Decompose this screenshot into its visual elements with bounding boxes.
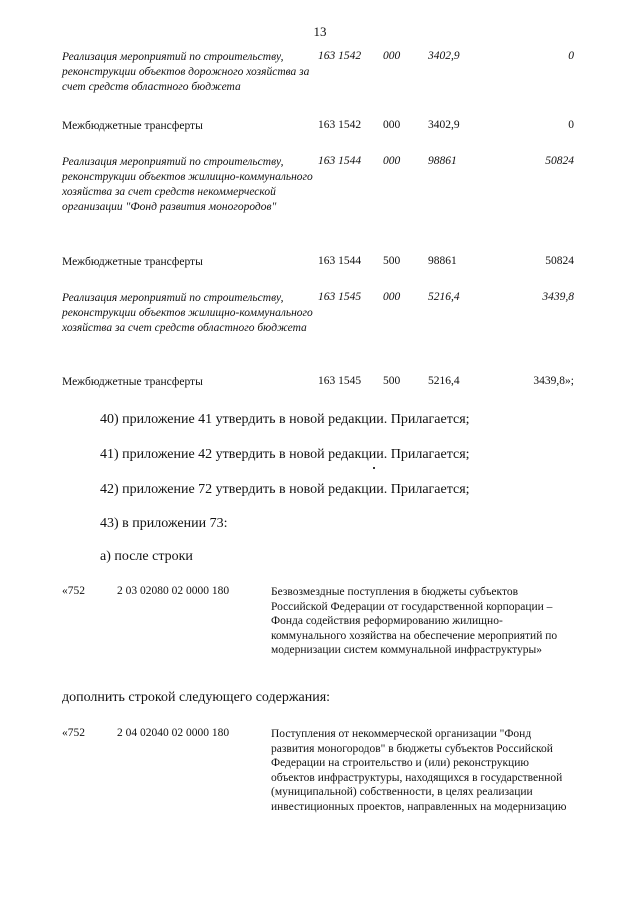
row-name: Реализация мероприятий по строительству, реконструкции объектов жилищно-коммунального хозяйства за счет средств некоммерческой организации "Фонд развития моногородов" — [62, 156, 313, 213]
revenue-code: 2 03 02080 02 0000 180 — [117, 585, 230, 597]
stray-dot — [373, 467, 375, 469]
paragraph-43: 43) в приложении 73: — [100, 516, 228, 531]
row-name: Реализация мероприятий по строительству, реконструкции объектов дорожного хозяйства за счет средств областного бюджета — [62, 51, 310, 93]
row-vid: 000 — [383, 155, 401, 167]
paragraph-41: 41) приложение 42 утвердить в новой редакции. Прилагается; — [100, 447, 470, 462]
row-value-2: 3439,8»; — [533, 375, 574, 387]
row-value-2: 3439,8 — [542, 291, 574, 303]
row-code: 163 1545 — [318, 375, 362, 387]
row-value-1: 5216,4 — [428, 375, 460, 387]
row-value-2: 0 — [568, 119, 574, 131]
row-name: Межбюджетные трансферты — [62, 256, 203, 268]
row-name: Межбюджетные трансферты — [62, 376, 203, 388]
row-vid: 000 — [383, 119, 401, 131]
row-value-1: 98861 — [428, 155, 457, 167]
row-value-2: 50824 — [545, 255, 574, 267]
row-code: 163 1542 — [318, 50, 362, 62]
page-number: 13 — [313, 24, 327, 39]
row-value-1: 5216,4 — [428, 291, 460, 303]
row-name: Реализация мероприятий по строительству, реконструкции объектов жилищно-коммунального хозяйства за счет средств областного бюджета — [62, 292, 313, 334]
row-name: Межбюджетные трансферты — [62, 120, 203, 132]
row-value-2: 0 — [568, 50, 574, 62]
row-value-2: 50824 — [545, 155, 574, 167]
row-value-1: 3402,9 — [428, 119, 460, 131]
revenue-description: Безвозмездные поступления в бюджеты субъектов Российской Федерации от государственной корпорации – Фонда содействия реформированию жилищно-коммунального хозяйства на обеспечение мероприятий по модернизации систем коммунальной инфраструктуры» — [271, 586, 558, 656]
revenue-code: 2 04 02040 02 0000 180 — [117, 727, 230, 739]
paragraph-a: а) после строки — [100, 549, 193, 564]
row-value-1: 98861 — [428, 255, 457, 267]
supplement-paragraph: дополнить строкой следующего содержания: — [62, 690, 331, 705]
row-code: 163 1544 — [318, 255, 362, 267]
row-vid: 000 — [383, 50, 401, 62]
admin-code: «752 — [62, 585, 85, 597]
row-vid: 000 — [383, 291, 401, 303]
row-vid: 500 — [383, 255, 401, 267]
revenue-description: Поступления от некоммерческой организации "Фонд развития моногородов" в бюджеты субъектов Российской Федерации на строительство и (или) реконструкцию объектов инфраструктуры, находящихся в государственной (муниципальной) собственности, в целях реализации инвестиционных проектов, направленных на модернизацию — [271, 728, 567, 813]
row-code: 163 1544 — [318, 155, 362, 167]
paragraph-40: 40) приложение 41 утвердить в новой редакции. Прилагается; — [100, 412, 470, 427]
row-vid: 500 — [383, 375, 401, 387]
row-code: 163 1545 — [318, 291, 362, 303]
paragraph-42: 42) приложение 72 утвердить в новой редакции. Прилагается; — [100, 482, 470, 497]
row-code: 163 1542 — [318, 119, 362, 131]
row-value-1: 3402,9 — [428, 50, 460, 62]
admin-code: «752 — [62, 727, 85, 739]
